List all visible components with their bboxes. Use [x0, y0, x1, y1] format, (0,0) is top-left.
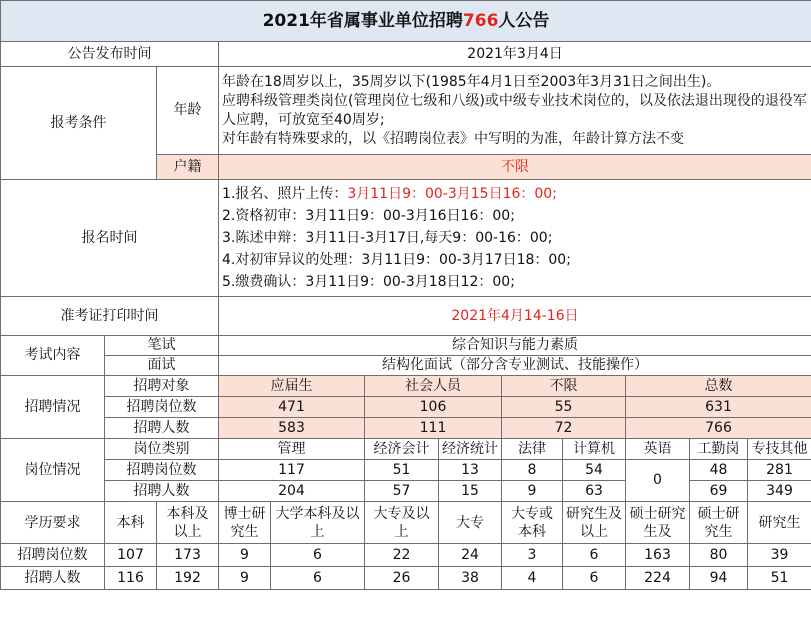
education-cell: 3: [502, 544, 563, 567]
education-cell: 26: [365, 567, 439, 590]
posts-cell: 15: [439, 481, 502, 502]
registration-item: 4.对初审异议的处理：3月11日9：00-3月17日18：00;: [222, 252, 571, 268]
posts-cell: 349: [748, 481, 811, 502]
education-cell: 6: [563, 567, 626, 590]
education-header-cell: 大专或本科: [502, 502, 563, 544]
age-requirements: [219, 67, 811, 155]
posts-header-cell: 计算机: [563, 439, 626, 460]
registration-item: 1.报名、照片上传：3月11日9：00-3月15日16：00;: [222, 186, 557, 202]
recruit-people-label: 招聘人数: [105, 418, 219, 439]
education-header-cell: 本科: [105, 502, 157, 544]
education-people-label: 招聘人数: [1, 567, 105, 590]
posts-header-cell: 岗位类别: [105, 439, 219, 460]
education-header-cell: 研究生及以上: [563, 502, 626, 544]
education-cell: 224: [626, 567, 690, 590]
registration-schedule: [219, 180, 811, 297]
posts-header-cell: 管理: [219, 439, 365, 460]
recruit-cell: 55: [502, 397, 626, 418]
registration-item: 5.缴费确认：3月11日9：00-3月18日12：00;: [222, 274, 515, 290]
posts-cell: 57: [365, 481, 439, 502]
education-cell: 163: [626, 544, 690, 567]
page-title: 2021年省属事业单位招聘766人公告: [1, 1, 811, 42]
recruit-header-cell: 总数: [626, 376, 811, 397]
education-cell: 116: [105, 567, 157, 590]
education-cell: 6: [563, 544, 626, 567]
posts-cell: 63: [563, 481, 626, 502]
exam-label: 考试内容: [1, 336, 105, 376]
recruit-cell: 106: [365, 397, 502, 418]
education-cell: 94: [690, 567, 748, 590]
education-cell: 80: [690, 544, 748, 567]
education-label: 学历要求: [1, 502, 105, 544]
education-cell: 4: [502, 567, 563, 590]
age-line: 对年龄有特殊要求的，以《招聘岗位表》中写明的为准，年龄计算方法不变: [222, 130, 684, 147]
interview-value: 结构化面试（部分含专业测试、技能操作）: [219, 356, 811, 376]
age-line: 年龄在18周岁以上，35周岁以下(1985年4月1日至2003年3月31日之间出生)。: [222, 73, 721, 90]
written-label: 笔试: [105, 336, 219, 356]
posts-people-label: 招聘人数: [105, 481, 219, 502]
education-cell: 107: [105, 544, 157, 567]
posts-cell: 9: [502, 481, 563, 502]
recruit-header-cell: 应届生: [219, 376, 365, 397]
posts-header-cell: 法律: [502, 439, 563, 460]
education-header-cell: 大专: [439, 502, 502, 544]
education-positions-label: 招聘岗位数: [1, 544, 105, 567]
posts-header-cell: 工勤岗: [690, 439, 748, 460]
education-cell: 173: [157, 544, 219, 567]
publish-date: 2021年3月4日: [219, 42, 811, 67]
education-cell: 38: [439, 567, 502, 590]
posts-cell: 281: [748, 460, 811, 481]
huji-value: 不限: [219, 155, 811, 180]
posts-cell: 8: [502, 460, 563, 481]
education-header-cell: 博士研究生: [219, 502, 271, 544]
education-header-cell: 硕士研究生及: [626, 502, 690, 544]
registration-item: 3.陈述申辩：3月11日-3月17日,每天9：00-16：00;: [222, 230, 553, 246]
education-header-cell: 研究生: [748, 502, 811, 544]
age-label: 年龄: [157, 67, 219, 155]
age-line: 应聘科级管理类岗位(管理岗位七级和八级)或中级专业技术岗位的，以及依法退出现役的退役军人应聘，可放宽至40周岁;: [222, 92, 807, 128]
recruit-positions-label: 招聘岗位数: [105, 397, 219, 418]
interview-label: 面试: [105, 356, 219, 376]
education-header-cell: 本科及以上: [157, 502, 219, 544]
education-cell: 51: [748, 567, 811, 590]
posts-header-cell: 经济统计: [439, 439, 502, 460]
recruit-cell: 583: [219, 418, 365, 439]
education-cell: 9: [219, 544, 271, 567]
education-cell: 192: [157, 567, 219, 590]
recruit-header-cell: 招聘对象: [105, 376, 219, 397]
posts-cell: 51: [365, 460, 439, 481]
posts-cell: 117: [219, 460, 365, 481]
recruit-cell: 72: [502, 418, 626, 439]
education-cell: 39: [748, 544, 811, 567]
huji-label: 户籍: [157, 155, 219, 180]
written-value: 综合知识与能力素质: [219, 336, 811, 356]
posts-header-cell: 英语: [626, 439, 690, 460]
education-cell: 9: [219, 567, 271, 590]
recruit-cell: 631: [626, 397, 811, 418]
conditions-label: 报考条件: [1, 67, 157, 180]
education-header-cell: 大专及以上: [365, 502, 439, 544]
posts-cell: 54: [563, 460, 626, 481]
recruit-header-cell: 社会人员: [365, 376, 502, 397]
education-cell: 6: [271, 544, 365, 567]
admission-date: 2021年4月14-16日: [219, 297, 811, 336]
posts-label: 岗位情况: [1, 439, 105, 502]
admission-label: 准考证打印时间: [1, 297, 219, 336]
education-header-cell: 硕士研究生: [690, 502, 748, 544]
registration-label: 报名时间: [1, 180, 219, 297]
education-cell: 24: [439, 544, 502, 567]
posts-cell: 13: [439, 460, 502, 481]
posts-english-cell: 0: [626, 460, 690, 502]
education-cell: 6: [271, 567, 365, 590]
posts-cell: 69: [690, 481, 748, 502]
posts-positions-label: 招聘岗位数: [105, 460, 219, 481]
publish-label: 公告发布时间: [1, 42, 219, 67]
recruit-header-cell: 不限: [502, 376, 626, 397]
recruit-cell: 111: [365, 418, 502, 439]
recruit-cell: 766: [626, 418, 811, 439]
posts-cell: 204: [219, 481, 365, 502]
title-number: 766: [462, 10, 499, 31]
posts-header-cell: 经济会计: [365, 439, 439, 460]
education-cell: 22: [365, 544, 439, 567]
education-header-cell: 大学本科及以上: [271, 502, 365, 544]
registration-item: 2.资格初审：3月11日9：00-3月16日16：00;: [222, 208, 515, 224]
recruit-cell: 471: [219, 397, 365, 418]
posts-header-cell: 专技其他: [748, 439, 811, 460]
posts-cell: 48: [690, 460, 748, 481]
recruit-label: 招聘情况: [1, 376, 105, 439]
